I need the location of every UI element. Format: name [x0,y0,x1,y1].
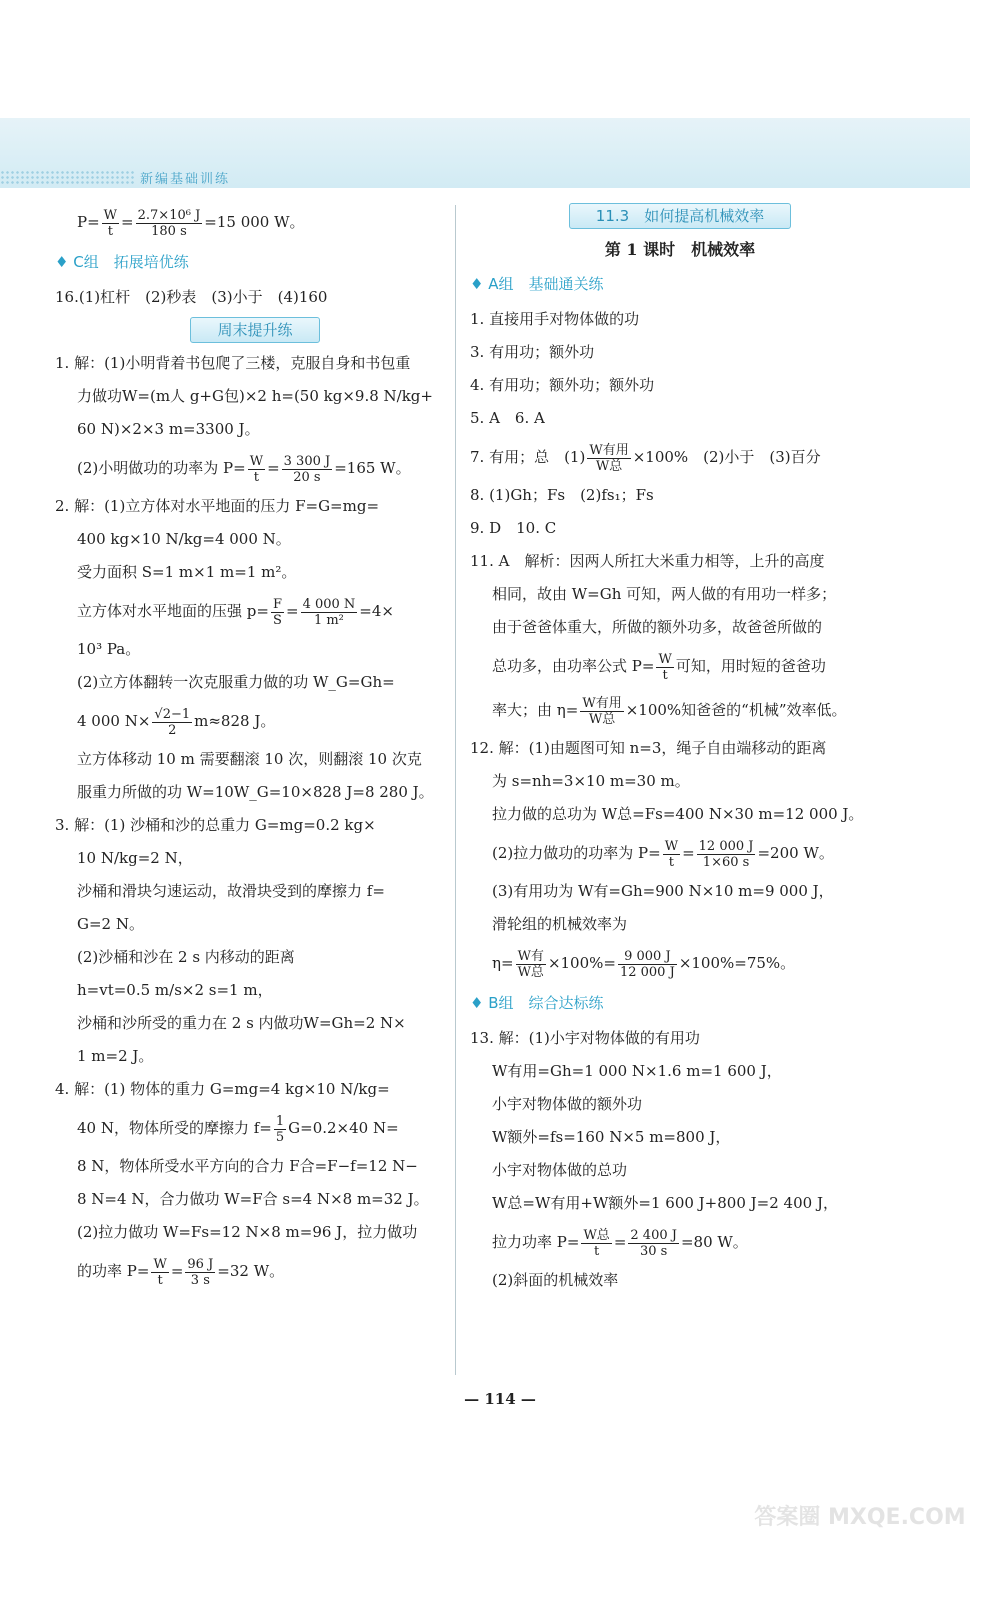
answer-5-6: 5. A 6. A [470,409,545,427]
column-divider [455,205,456,1375]
right-column [470,200,890,1297]
answer-7: 7. 有用；总 (1) $\frac{\text{W有用}}{\text{W总}}$ ×100% (2)小于 (3)百分 [470,442,821,474]
answer-13: 13. 解：(1)小宇对物体做的有用功 W有用=Gh=1 000 N×1.6 m=1 600 J， 小宇对物体做的额外功 W额外=fs=160 N×5 m=800 J， 小宇对物体做的总功 W总=W有用+W额外=1 600 J+800 J=2 400 J， 拉力功率 P= $\frac{\text{W总}}{t}$ = $\frac{2 400 J}{30 s}$ =80 W。 (2)斜面的机械效率 [470,1029,838,1289]
answer-16: 16.(1)杠杆 (2)秒表 (3)小于 (4)160 [55,288,328,306]
answer-1: 1. 直接用手对物体做的功 [470,310,640,328]
answer-3: 3. 解：(1) 沙桶和沙的总重力 G=mg=0.2 kg× 10 N/kg=2 N， 沙桶和滑块匀速运动，故滑块受到的摩擦力 f= G=2 N。 (2)沙桶和沙在 2 s 内移动的距离 h=vt=0.5 m/s×2 s=1 m， 沙桶和沙所受的重力在 2 s 内做功W=Gh=2 N× 1 m=2 J。 [55,816,406,1065]
lesson-title: 第 1 课时 机械效率 [604,240,756,259]
watermark-logo: 答案圈 MXQE.COM [754,1505,966,1530]
answer-2: 2. 解：(1)立方体对水平地面的压力 F=G=mg= 400 kg×10 N/kg=4 000 N。 受力面积 S=1 m×1 m=1 m²。 立方体对水平地面的压强 p= $\frac{F}{S}$ = $\frac{4 000 N}{\text{1 m²}}$ =4× 10³ Pa。 (2)立方体翻转一次克服重力做的功 W_G=Gh= 4 000 N× $\frac{√2-1}{2}$ m≈828 J。 立方体移动 10 m 需要翻滚 10 次，则翻滚 10 次克 服重力所做的功 W=10W_G=10×828 J=8 280 J。 [55,497,434,801]
weekend-heading: 周末提升练 [190,317,319,343]
group-b-heading: ♦ B组 综合达标练 [470,994,604,1012]
answer-12: 12. 解：(1)由题图可知 n=3，绳子自由端移动的距离 为 s=nh=3×10 m=30 m。 拉力做的总功为 W总=Fs=400 N×30 m=12 000 J。 (2)拉力做功的功率为 P= $\frac{W}{t}$ = $\frac{12 000 J}{1\times 60 s}$ =200 W。 (3)有用功为 W有=Gh=900 N×10 m=9 000 J， 滑轮组的机械效率为 η= $\frac{\text{W有}}{\text{W总}}$ ×100%= $\frac{9 000 J}{12 000 J}$ ×100%=75%。 [470,739,864,980]
section-heading: 11.3 如何提高机械效率 [569,203,791,229]
series-title: 新编基础训练 [140,172,231,187]
fraction: $\frac{\text{2.7×10⁶ J}}{180 s}$ [137,207,201,239]
answer-8: 8. (1)Gh；Fs (2)fs₁；Fs [470,486,654,504]
left-column [55,200,455,1293]
answer-1: 1. 解：(1)小明背着书包爬了三楼，克服自身和书包重 力做功W=(m人 g+G包)×2 h=(50 kg×9.8 N/kg+ 60 N)×2×3 m=3300 J。 (2)小明做功的功率为 P= $\frac{W}{t}$ = $\frac{3 300 J}{20 s}$ =165 W。 [55,354,433,485]
answer-4: 4. 解：(1) 物体的重力 G=mg=4 kg×10 N/kg= 40 N，物体所受的摩擦力 f= $\frac{1}{5}$ G=0.2×40 N= 8 N，物体所受水平方向的合力 F合=F−f=12 N− 8 N=4 N，合力做功 W=F合 s=4 N×8 m=32 J。 (2)拉力做功 W=Fs=12 N×8 m=96 J，拉力做功 的功率 P= $\frac{W}{t}$ = $\frac{96 J}{3 s}$ =32 W。 [55,1080,429,1288]
answer-4: 4. 有用功；额外功；额外功 [470,376,655,394]
page-number: — 114 — [464,1390,536,1408]
group-c-heading: ♦ C组 拓展培优练 [55,253,189,271]
group-a-heading: ♦ A组 基础通关练 [470,275,604,293]
answer-11: 11. A 解析：因两人所扛大米重力相等，上升的高度 相同，故由 W=Gh 可知，两人做的有用功一样多； 由于爸爸体重大，所做的额外功多，故爸爸所做的 总功多，由功率公式 P= $\frac{W}{t}$ 可知，用时短的爸爸功 率大；由 η= $\frac{\text{W有用}}{\text{W总}}$ ×100%知爸爸的“机械”效率低。 [470,552,847,727]
power-formula-line: P= $\frac{W}{t}$ = $\frac{\text{2.7×10⁶ J}}{180 s}$ =15 000 W。 [77,207,305,239]
banner-dots-decoration [0,170,135,184]
answer-9-10: 9. D 10. C [470,519,557,537]
fraction: $\frac{W}{t}$ [103,207,118,239]
answer-3: 3. 有用功；额外功 [470,343,595,361]
weekend-heading-wrap [55,314,455,347]
